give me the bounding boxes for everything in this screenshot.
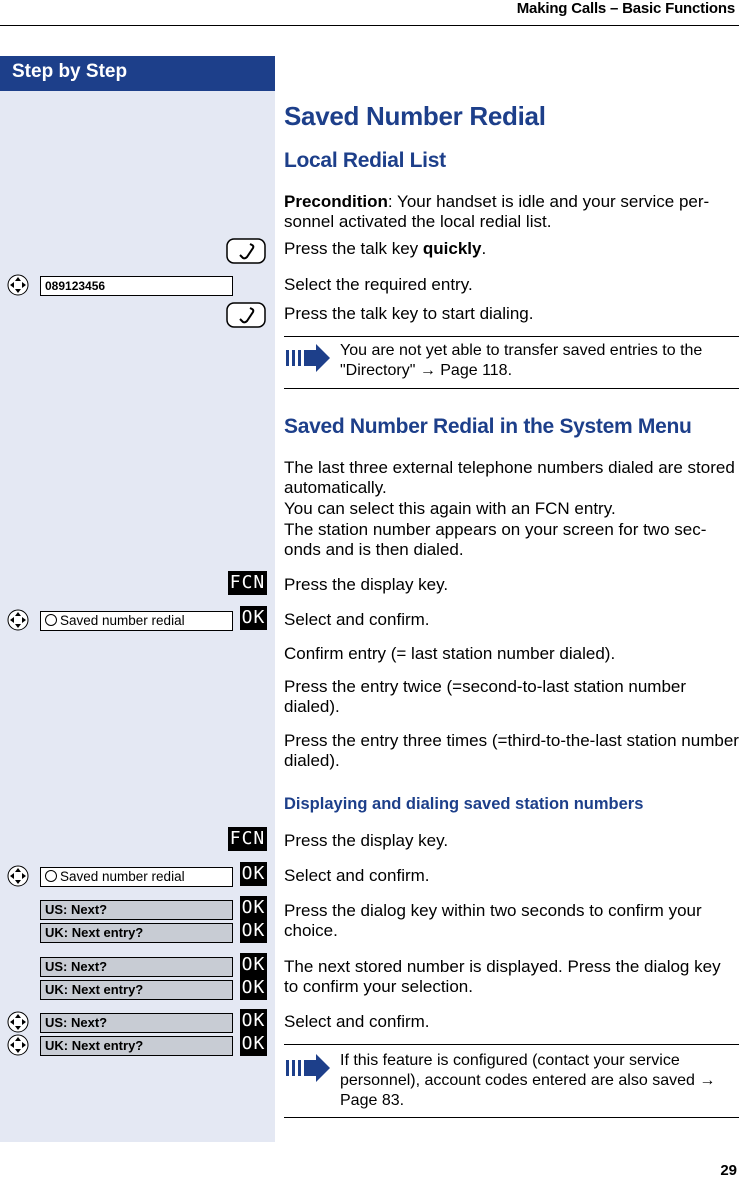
next-stored-text: The next stored number is displayed. Press the dialog key to confirm your selection. [284, 957, 721, 996]
ok-key[interactable]: OK [241, 920, 266, 941]
note-arrow-icon [284, 342, 332, 374]
note-rule-top [284, 336, 739, 337]
ok-key[interactable]: OK [241, 863, 266, 884]
step-select-confirm: Select and confirm. [284, 1012, 430, 1031]
local-redial-heading: Local Redial List [284, 149, 446, 172]
dialog-uk-next-entry[interactable]: UK: Next entry? [40, 980, 233, 1000]
step-press-talk-quickly: Press the talk key quickly. [284, 239, 487, 258]
note-arrow-icon [284, 1052, 332, 1084]
confirm-twice-text: Press the entry twice (=second-to-last station number dialed). [284, 677, 687, 716]
radio-circle-icon [45, 870, 57, 882]
step-select-confirm: Select and confirm. [284, 866, 430, 885]
dialog-uk-next-entry[interactable]: UK: Next entry? [40, 923, 233, 943]
radio-circle-icon [45, 614, 57, 626]
ok-key[interactable]: OK [241, 1033, 266, 1054]
header-section-title: Making Calls – Basic Functions [516, 0, 735, 17]
menu-saved-number-redial[interactable]: Saved number redial [40, 867, 233, 887]
dialog-us-next[interactable]: US: Next? [40, 900, 233, 920]
dialog-uk-next-entry[interactable]: UK: Next entry? [40, 1036, 233, 1056]
navigation-key-icon[interactable] [7, 274, 29, 296]
navigation-key-icon[interactable] [7, 1034, 29, 1056]
header-rule [0, 25, 739, 26]
precondition-text: Precondition: Your handset is idle and your service per-sonnel activated the local redial list. [284, 192, 710, 231]
navigation-key-icon[interactable] [7, 1011, 29, 1033]
ok-key[interactable]: OK [241, 1010, 266, 1031]
fcn-key[interactable]: FCN [229, 572, 266, 593]
page-number: 29 [720, 1162, 737, 1179]
note-rule-top [284, 1044, 739, 1045]
system-intro-2: You can select this again with an FCN entry. [284, 499, 616, 518]
dialog-us-next[interactable]: US: Next? [40, 957, 233, 977]
step-press-display-key: Press the display key. [284, 575, 449, 594]
talk-key-icon[interactable] [226, 302, 266, 328]
note-account-codes: If this feature is configured (contact your service personnel), account codes entered are also saved → Page 83. [340, 1052, 716, 1109]
navigation-key-icon[interactable] [7, 609, 29, 631]
system-menu-heading: Saved Number Redial in the System Menu [284, 415, 692, 438]
menu-saved-number-redial[interactable]: Saved number redial [40, 611, 233, 631]
step-start-dialing: Press the talk key to start dialing. [284, 304, 534, 323]
navigation-key-icon[interactable] [7, 865, 29, 887]
fcn-key[interactable]: FCN [229, 828, 266, 849]
step-press-display-key: Press the display key. [284, 831, 449, 850]
display-entry-number[interactable]: 089123456 [40, 276, 233, 296]
step-select-confirm: Select and confirm. [284, 610, 430, 629]
talk-key-icon[interactable] [226, 238, 266, 264]
system-intro-1: The last three external telephone numbers dialed are stored automatically. [284, 458, 735, 497]
confirm-once-text: Confirm entry (= last station number dialed). [284, 644, 616, 663]
dialog-us-next[interactable]: US: Next? [40, 1013, 233, 1033]
note-rule-bottom [284, 1117, 739, 1118]
note-transfer-directory: You are not yet able to transfer saved entries to the "Directory" → Page 118. [340, 342, 703, 379]
dialog-confirm-text: Press the dialog key within two seconds to confirm your choice. [284, 901, 702, 940]
ok-key[interactable]: OK [241, 977, 266, 998]
step-select-entry: Select the required entry. [284, 275, 473, 294]
confirm-thrice-text: Press the entry three times (=third-to-the-last station number dialed). [284, 731, 739, 770]
ok-key[interactable]: OK [241, 897, 266, 918]
display-dialing-heading: Displaying and dialing saved station numbers [284, 795, 644, 813]
note-rule-bottom [284, 388, 739, 389]
ok-key[interactable]: OK [241, 954, 266, 975]
system-intro-3: The station number appears on your screen for two sec-onds and is then dialed. [284, 520, 707, 559]
ok-key[interactable]: OK [241, 607, 266, 628]
page-title: Saved Number Redial [284, 101, 546, 131]
sidebar-title: Step by Step [12, 61, 128, 82]
